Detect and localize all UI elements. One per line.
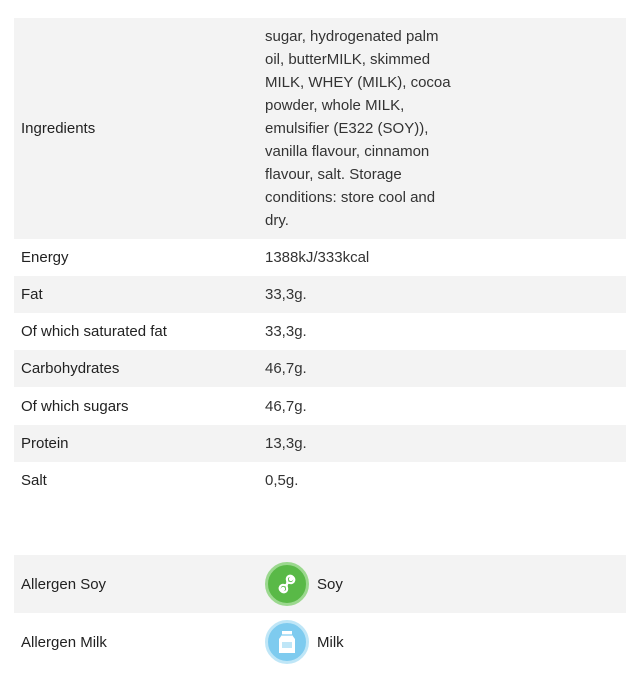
allergen-row-soy [14,555,626,613]
table-row [14,313,626,350]
row-label: Of which saturated fat [21,323,167,340]
allergen-table [14,555,626,671]
allergen-name: Soy [317,575,343,593]
allergen-row-milk [14,613,626,671]
table-row [14,276,626,313]
allergen-label: Allergen Soy [21,575,107,593]
row-label: Fat [21,286,43,303]
nutrition-table [14,18,626,499]
row-label: Energy [21,249,69,266]
row-value: 46,7g. [265,397,307,415]
allergen-name: Milk [317,633,344,651]
row-label: Carbohydrates [21,360,120,377]
table-row [14,387,626,425]
row-value: 1388kJ/333kcal [265,249,370,266]
row-value: 33,3g. [265,286,307,303]
row-value: 0,5g. [265,472,299,489]
table-row [14,462,626,499]
ingredients-row [14,18,626,239]
row-value: 46,7g. [265,360,307,377]
ingredients-text: sugar, hydrogenated palm oil, butterMILK, skimmed MILK, WHEY (MILK), cocoa powder, whole MILK, emulsifier (E322 (SOY)), vanilla flavour, cinnamon flavour, salt. Storage conditions: store cool and dry. [265,28,451,229]
soy-icon [265,562,309,606]
allergen-value [258,562,343,606]
table-row [14,239,626,276]
row-value: 33,3g. [265,323,307,340]
allergen-value [258,620,344,664]
row-value: 13,3g. [265,435,307,452]
row-label: Ingredients [21,120,96,137]
row-label: Of which sugars [21,397,129,415]
milk-icon [265,620,309,664]
row-label: Protein [21,435,69,452]
table-row [14,425,626,462]
row-label: Salt [21,472,47,489]
allergen-label: Allergen Milk [21,633,107,651]
table-row [14,350,626,387]
